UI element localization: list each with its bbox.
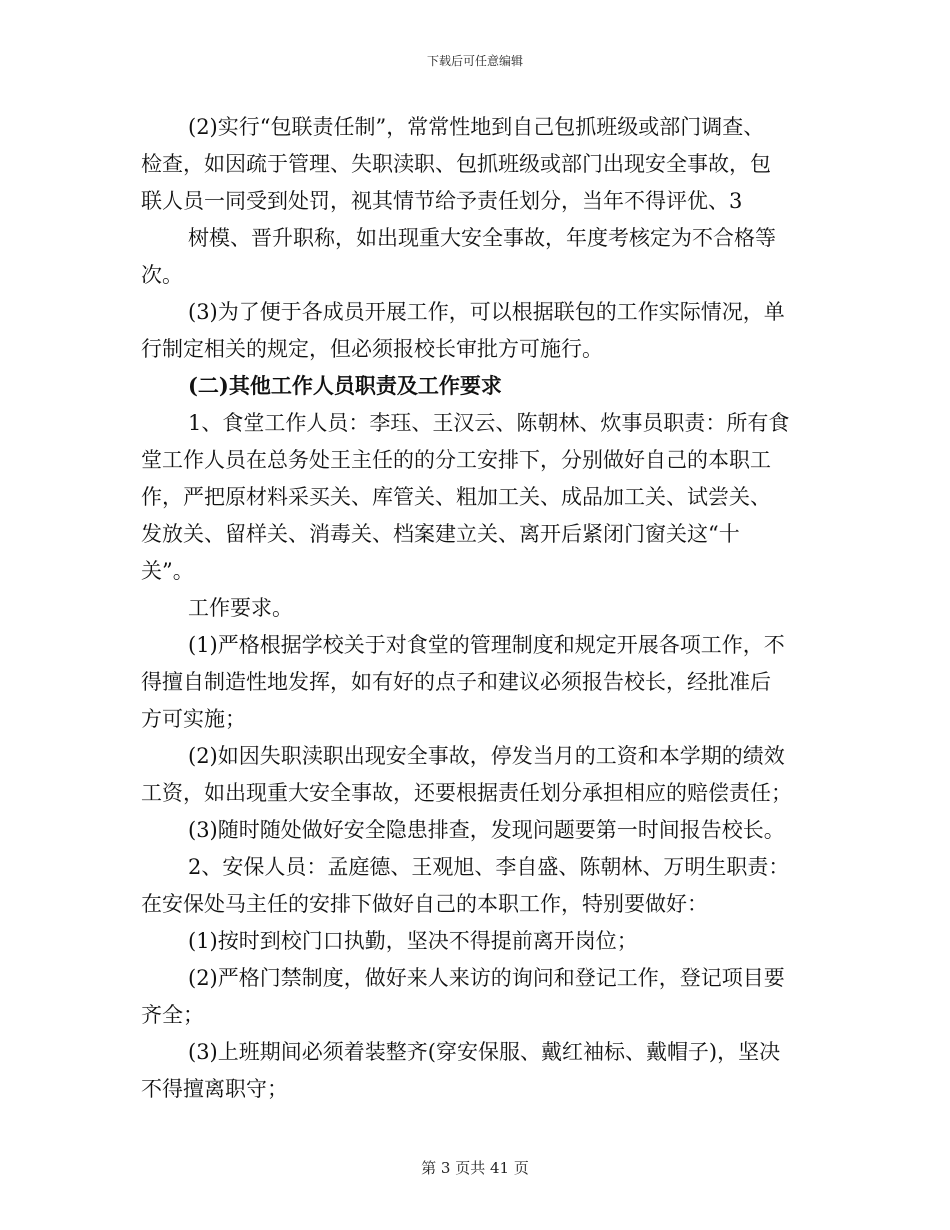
paragraph-line: 方可实施； — [141, 707, 246, 731]
paragraph-line: 堂工作人员在总务处王主任的的分工安排下，分别做好自己的本职工 — [141, 448, 771, 472]
paragraph-line: 树模、晋升职称，如出现重大安全事故，年度考核定为不合格等 — [188, 226, 776, 250]
paragraph-line: (1)按时到校门口执勤，坚决不得提前离开岗位； — [188, 929, 638, 953]
paragraph-line: 2、安保人员：孟庭德、王观旭、李自盛、陈朝林、万明生职责： — [188, 855, 790, 879]
paragraph-line: (2)如因失职渎职出现安全事故，停发当月的工资和本学期的绩效 — [188, 744, 785, 768]
page-number: 第 3 页共 41 页 — [421, 1159, 529, 1177]
paragraph-line: 检查，如因疏于管理、失职渎职、包抓班级或部门出现安全事故，包 — [141, 152, 771, 176]
paragraph-line: 联人员一同受到处罚，视其情节给予责任划分，当年不得评优、3 — [141, 189, 743, 213]
paragraph-line: (2)严格门禁制度，做好来人来访的询问和登记工作，登记项目要 — [188, 966, 785, 990]
paragraph-line: 发放关、留样关、消毒关、档案建立关、离开后紧闭门窗关这“十 — [141, 522, 740, 546]
paragraph-line: 得擅自制造性地发挥，如有好的点子和建议必须报告校长，经批准后 — [141, 670, 771, 694]
page-header: 下载后可任意编辑 — [426, 54, 523, 68]
paragraph-line: 作，严把原材料采买关、库管关、粗加工关、成品加工关、试尝关、 — [141, 485, 771, 509]
paragraph-line: 次。 — [141, 263, 183, 287]
paragraph-line: (3)随时随处做好安全隐患排查，发现问题要第一时间报告校长。 — [188, 818, 785, 842]
paragraph-line: 齐全； — [141, 1003, 204, 1027]
paragraph-line: (1)严格根据学校关于对食堂的管理制度和规定开展各项工作，不 — [188, 633, 785, 657]
paragraph-line: 工资，如出现重大安全事故，还要根据责任划分承担相应的赔偿责任； — [141, 781, 792, 805]
section-heading: (二)其他工作人员职责及工作要求 — [188, 373, 502, 398]
paragraph-line: 1、食堂工作人员：李珏、王汉云、陈朝林、炊事员职责：所有食 — [188, 411, 790, 435]
paragraph-line: 不得擅离职守； — [141, 1077, 288, 1101]
paragraph-line: 在安保处马主任的安排下做好自己的本职工作，特别要做好： — [141, 892, 708, 916]
paragraph-line: (2)实行“包联责任制”，常常性地到自己包抓班级或部门调查、 — [188, 115, 765, 139]
paragraph-line: (3)上班期间必须着装整齐(穿安保服、戴红袖标、戴帽子)，坚决 — [188, 1040, 781, 1064]
paragraph-line: (3)为了便于各成员开展工作，可以根据联包的工作实际情况，单 — [188, 300, 785, 324]
paragraph-line: 工作要求。 — [188, 596, 293, 620]
paragraph-line: 关”。 — [141, 559, 194, 583]
paragraph-line: 行制定相关的规定，但必须报校长审批方可施行。 — [141, 337, 603, 361]
